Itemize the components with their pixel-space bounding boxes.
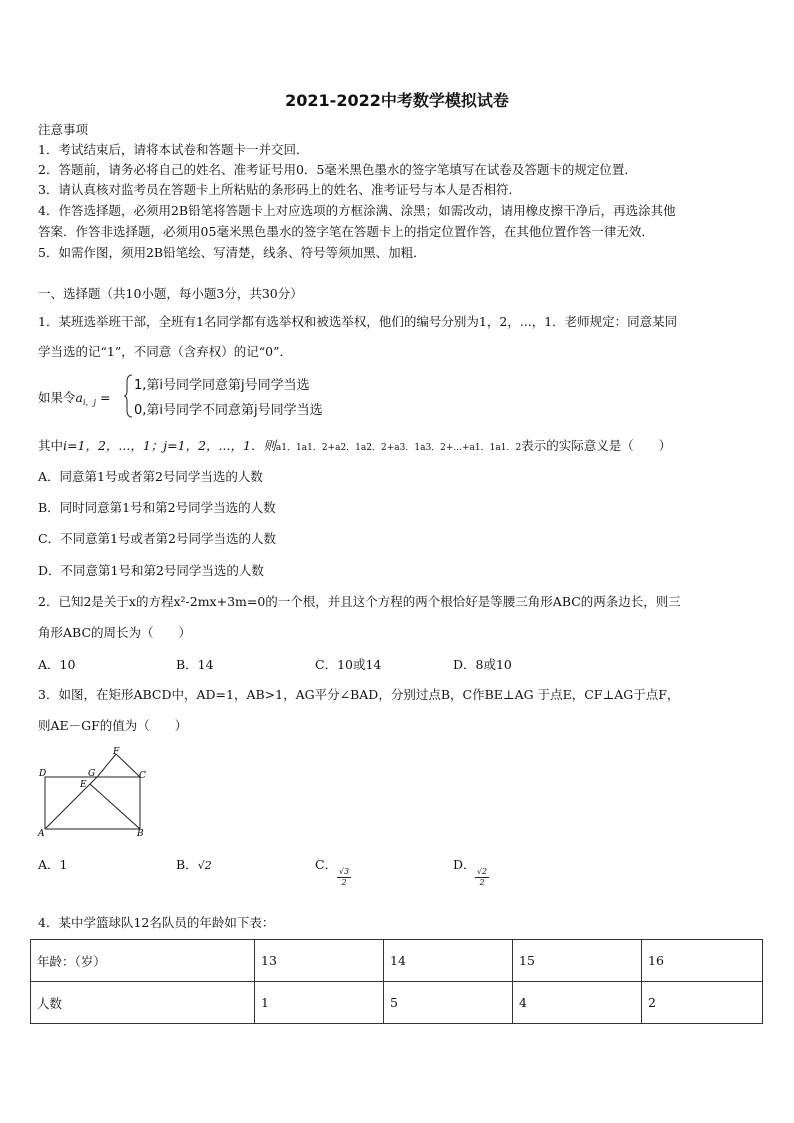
q1-line2: 学当选的记“1”，不同意（含弃权）的记“0”． [38,344,292,359]
table-cell: 5 [384,982,513,1024]
q2-option-a[interactable]: A．10 [38,657,76,672]
q1-def-sub: i，j [82,398,97,407]
table-row [31,940,763,982]
fraction-sqrt3-over-2: √3 2 [338,867,350,887]
fraction-sqrt2-over-2: √2 2 [476,867,488,887]
q2-option-c[interactable]: C．10或14 [315,657,382,672]
q1-line3 [38,437,671,457]
table-cell: 15 [513,940,642,982]
notice-heading: 注意事项 [38,122,89,137]
q1-option-d[interactable]: D．不同意第1号和第2号同学当选的人数 [38,563,264,578]
label-e: E [80,780,87,790]
q3-option-b[interactable]: B．√2 [176,857,212,872]
section-heading: 一、选择题（共10小题，每小题3分，共30分） [38,286,303,301]
q3-option-d[interactable]: D． √2 2 [453,857,488,887]
q3-option-c[interactable]: C． √3 2 [315,857,350,887]
q2-line1: 2．已知2是关于x的方程x²-2mx+3m=0的一个根，并且这个方程的两个根恰好是等腰三角形ABC的两条边长，则三 [38,594,681,609]
label-g: G [88,769,96,779]
page-title: 2021-2022中考数学模拟试卷 [285,91,509,110]
table-cell: 4 [513,982,642,1024]
brace-icon [124,374,134,418]
q2-option-b[interactable]: B．14 [176,657,214,672]
q2-line2: 角形ABC的周长为（ ） [38,625,192,640]
q3-line1: 3．如图，在矩形ABCD中，AD=1，AB>1，AG平分∠BAD，分别过点B，C作BE⊥AG 于点E，CF⊥AG于点F， [38,687,680,702]
table-cell: 16 [642,940,763,982]
q1-case1: 1,第i号同学同意第j号同学当选 [134,378,310,393]
table-cell: 人数 [31,982,255,1024]
rectangle-figure [36,745,151,840]
table-cell: 2 [642,982,763,1024]
notice-item: 2．答题前，请务必将自己的姓名、准考证号用0．5毫米黑色墨水的签字笔填写在试卷及答题卡的规定位置． [38,162,637,177]
q1-option-a[interactable]: A．同意第1号或者第2号同学当选的人数 [38,469,263,484]
q1-line3-b: i=1，2，...，1；j=1，2，...，1．则 [63,438,276,453]
q1-option-c[interactable]: C．不同意第1号或者第2号同学当选的人数 [38,531,276,546]
q1-line3-expr: a1．1a1．2+a2．1a2．2+a3．1a3．2+...+a1．1a1．2 [275,443,522,453]
q1-line3-a: 其中 [38,438,64,453]
label-c: C [139,771,146,781]
label-a: A [38,829,45,839]
table-row [31,982,763,1024]
label-d: D [39,769,47,779]
notice-item: 1．考试结束后，请将本试卷和答题卡一并交回． [38,142,309,157]
table-cell: 14 [384,940,513,982]
notice-item: 5．如需作图，须用2B铅笔绘、写清楚，线条、符号等须加黑、加粗． [38,245,426,260]
q3-line2: 则AE－GF的值为（ ） [38,718,188,733]
table-cell: 13 [255,940,384,982]
q1-option-b[interactable]: B．同时同意第1号和第2号同学当选的人数 [38,500,276,515]
q1-line3-c: 表示的实际意义是（ ） [521,438,672,453]
q1-case2: 0,第i号同学不同意第j号同学当选 [134,403,323,418]
table-cell: 年龄：（岁） [31,940,255,982]
label-f: F [113,747,120,757]
q1-def-prefix: 如果令 [38,390,76,405]
q1-def-var: a [75,390,83,405]
sqrt-2: √2 [197,859,212,872]
q4-line1: 4．某中学篮球队12名队员的年龄如下表： [38,915,275,930]
notice-item: 答案．作答非选择题，必须用05毫米黑色墨水的签字笔在答题卡上的指定位置作答，在其他位置作答一律无效． [38,224,654,239]
table-cell: 1 [255,982,384,1024]
notice-item: 4．作答选择题，必须用2B铅笔将答题卡上对应选项的方框涂满、涂黑；如需改动，请用橡皮擦干净后，再选涂其他 [38,203,676,218]
q1-line1: 1．某班选举班干部，全班有1名同学都有选举权和被选举权，他们的编号分别为1，2，...，1．老师规定：同意某同 [38,314,678,329]
q1-def-eq: = [96,390,111,405]
q3-option-a[interactable]: A．1 [38,857,68,872]
age-table [30,939,763,1024]
notice-item: 3．请认真核对监考员在答题卡上所粘贴的条形码上的姓名、准考证号与本人是否相符． [38,182,521,197]
q2-option-d[interactable]: D．8或10 [453,657,512,672]
label-b: B [137,829,144,839]
